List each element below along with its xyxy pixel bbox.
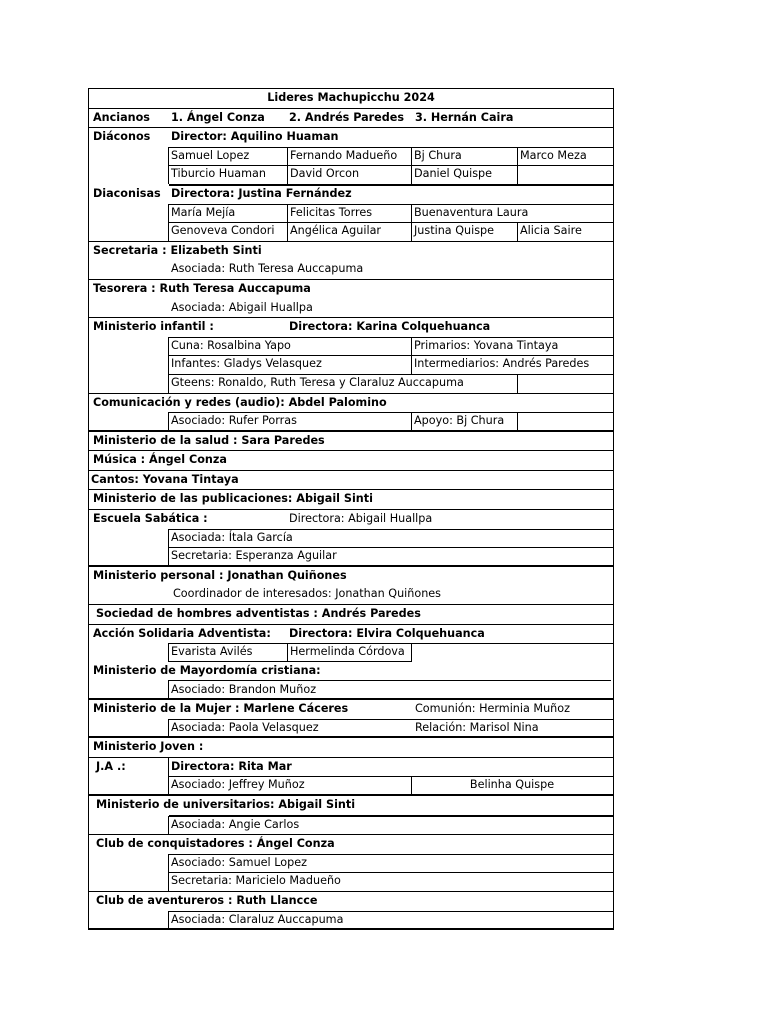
diaconos-director: Director: Aquilino Huaman [171, 130, 339, 144]
diacono-member: Daniel Quispe [411, 165, 516, 184]
mujer-label: Ministerio de la Mujer : Marlene Cáceres [93, 702, 349, 715]
tesorera-row [89, 280, 613, 299]
tesorera-label: Tesorera : Ruth Teresa Auccapuma [93, 281, 311, 295]
mujer-relacion: Relación: Marisol Nina [415, 720, 539, 734]
comunicacion-asociado: Asociado: Rufer Porras [168, 412, 411, 430]
sabatica-secretaria-row [89, 547, 613, 567]
musica-label: Música : Ángel Conza [93, 453, 227, 467]
mayordomia-asociado: Asociado: Brandon Muñoz [168, 680, 611, 698]
diaconisa-member: Genoveva Condori [168, 222, 287, 241]
diacono-member: Bj Chura [411, 147, 516, 166]
comunicacion-apoyo: Apoyo: Bj Chura [411, 412, 516, 430]
mayordomia-row [89, 662, 613, 681]
diaconisas-label: Diaconisas [93, 186, 161, 200]
diaconisas-directora: Directora: Justina Fernández [171, 186, 352, 200]
title-row [89, 89, 613, 109]
accion-directora: Directora: Elvira Colquehuanca [289, 626, 485, 640]
ja-directora: Directora: Rita Mar [168, 758, 611, 777]
diaconos-members-row-1 [89, 147, 613, 166]
publicaciones-label: Ministerio de las publicaciones: Abigail Sinti [93, 492, 373, 506]
infantil-row-3 [89, 374, 613, 394]
anciano-2: 2. Andrés Paredes [289, 110, 405, 124]
conquistadores-row [89, 835, 613, 854]
ja-member: Belinha Quispe [411, 776, 612, 794]
ja-asociado-row [89, 776, 613, 796]
mujer-row [89, 700, 613, 719]
mujer-comunion: Comunión: Herminia Muñoz [415, 702, 570, 715]
sabatica-label: Escuela Sabática : [93, 512, 208, 526]
ancianos-row [89, 109, 613, 129]
diaconisa-member: Alicia Saire [517, 222, 612, 241]
conquistadores-asociado: Asociado: Samuel Lopez [168, 854, 611, 873]
aventureros-row [89, 892, 613, 911]
diacono-member: Marco Meza [517, 147, 612, 166]
diaconisa-member: Justina Quispe [411, 222, 516, 241]
conquistadores-secretaria-row [89, 872, 613, 892]
mujer-asociada-row [89, 719, 613, 739]
secretaria-label: Secretaria : Elizabeth Sinti [93, 243, 262, 257]
comunicacion-label: Comunicación y redes (audio): Abdel Palomino [93, 395, 387, 409]
universitarios-row [89, 796, 613, 815]
joven-label: Ministerio Joven : [93, 740, 204, 754]
secretaria-asociada: Asociada: Ruth Teresa Auccapuma [171, 262, 364, 276]
ja-asociado: Asociado: Jeffrey Muñoz [168, 776, 411, 794]
diaconisa-member: Buenaventura Laura [411, 204, 612, 223]
conquistadores-label: Club de conquistadores : Ángel Conza [96, 837, 335, 851]
diaconisas-members-row-1 [89, 204, 613, 223]
infantil-row-1 [89, 337, 613, 356]
empty-cell [517, 165, 612, 184]
comunicacion-row [89, 394, 613, 413]
comunicacion-asociado-row [89, 412, 613, 432]
ja-label: J.A .: [96, 759, 126, 773]
diacono-member: David Orcon [287, 165, 411, 184]
mayordomia-label: Ministerio de Mayordomía cristiana: [93, 663, 321, 677]
infantil-label: Ministerio infantil : [93, 320, 214, 334]
diaconos-members-row-2 [89, 165, 613, 184]
diacono-member: Tiburcio Huaman [168, 165, 287, 184]
mujer-asociada: Asociada: Paola Velasquez [168, 719, 411, 737]
infantil-cuna: Cuna: Rosalbina Yapo [168, 337, 411, 356]
diaconisa-member: María Mejía [168, 204, 287, 223]
diaconisa-member: Angélica Aguilar [287, 222, 411, 241]
diaconos-row [89, 128, 613, 147]
tesorera-asociada-row [89, 299, 613, 319]
mayordomia-asociado-row [89, 680, 613, 700]
table-title: Lideres Machupicchu 2024 [267, 91, 435, 104]
personal-coordinador-row [89, 585, 613, 605]
empty-cell [517, 374, 612, 393]
leaders-table [88, 88, 614, 930]
secretaria-row [89, 242, 613, 261]
infantil-intermediarios: Intermediarios: Andrés Paredes [411, 355, 612, 374]
infantil-row [89, 318, 613, 337]
ja-row [89, 758, 613, 777]
conquistadores-secretaria: Secretaria: Maricielo Madueño [168, 872, 611, 891]
aventureros-asociada-row [89, 911, 613, 931]
cantos-label: Cantos: Yovana Tintaya [91, 472, 239, 486]
infantil-directora: Directora: Karina Colquehuanca [289, 320, 491, 334]
diacono-member: Samuel Lopez [168, 147, 287, 166]
tesorera-asociada: Asociada: Abigail Huallpa [171, 300, 313, 314]
salud-row [89, 432, 613, 452]
cantos-row [89, 471, 613, 491]
empty-cell [517, 412, 612, 430]
diacono-member: Fernando Madueño [287, 147, 411, 166]
personal-coordinador: Coordinador de interesados: Jonathan Quiñones [173, 587, 442, 601]
sabatica-directora: Directora: Abigail Huallpa [289, 512, 433, 526]
sabatica-secretaria: Secretaria: Esperanza Aguilar [168, 547, 611, 565]
publicaciones-row [89, 490, 613, 510]
infantil-gteens: Gteens: Ronaldo, Ruth Teresa y Claraluz Auccapuma [168, 374, 517, 393]
diaconisas-members-row-2 [89, 222, 613, 242]
ancianos-label: Ancianos [93, 110, 150, 124]
infantil-primarios: Primarios: Yovana Tintaya [411, 337, 612, 356]
conquistadores-asociado-row [89, 854, 613, 873]
accion-row [89, 625, 613, 644]
universitarios-asociada-row [89, 816, 613, 836]
personal-label: Ministerio personal : Jonathan Quiñones [93, 568, 347, 582]
anciano-3: 3. Hernán Caira [415, 110, 514, 124]
accion-label: Acción Solidaria Adventista: [93, 626, 271, 640]
diaconisa-member: Felicitas Torres [287, 204, 411, 223]
secretaria-asociada-row [89, 260, 613, 280]
anciano-1: 1. Ángel Conza [171, 110, 265, 124]
diaconisas-row [89, 185, 613, 204]
sabatica-asociada: Asociada: Ítala García [168, 529, 611, 548]
accion-member: Hermelinda Córdova [287, 643, 412, 662]
salud-label: Ministerio de la salud : Sara Paredes [93, 433, 325, 447]
hombres-label: Sociedad de hombres adventistas : Andrés Paredes [96, 607, 421, 621]
sabatica-asociada-row [89, 529, 613, 548]
aventureros-asociada: Asociada: Claraluz Auccapuma [168, 911, 611, 929]
diaconos-label: Diáconos [93, 130, 151, 144]
infantil-row-2 [89, 355, 613, 374]
hombres-row [89, 605, 613, 625]
accion-members-row [89, 643, 613, 662]
musica-row [89, 451, 613, 471]
aventureros-label: Club de aventureros : Ruth Llancce [96, 893, 318, 907]
infantil-infantes: Infantes: Gladys Velasquez [168, 355, 411, 374]
accion-member: Evarista Avilés [168, 643, 287, 662]
universitarios-label: Ministerio de universitarios: Abigail Sinti [96, 797, 356, 811]
sabatica-row [89, 510, 613, 529]
universitarios-asociada: Asociada: Angie Carlos [168, 816, 611, 835]
joven-row [89, 738, 613, 758]
personal-row [89, 567, 613, 586]
